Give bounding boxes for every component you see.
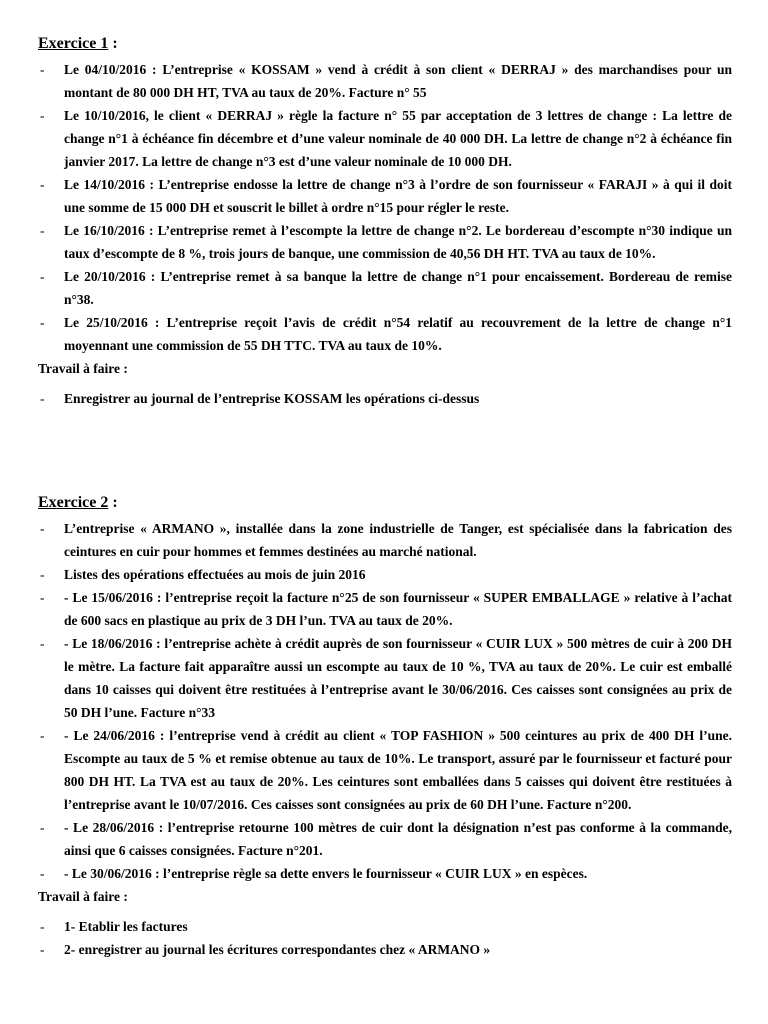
exercise-2-operations xyxy=(38,517,732,885)
list-item: - L’entreprise « ARMANO », installée dans la zone industrielle de Tanger, est spécialisée dans la fabrication des ceintures en cuir pour hommes et femmes destinées au marché national. xyxy=(38,517,732,563)
exercise-1-task-title: Travail à faire : xyxy=(38,361,128,376)
exercise-2-title: Exercice 2 : xyxy=(38,494,118,511)
bullet-dash: - xyxy=(40,223,45,238)
list-item: - Listes des opérations effectuées au mois de juin 2016 xyxy=(38,563,732,586)
task-item: - 1- Etablir les factures xyxy=(38,915,732,938)
list-item: - Le 25/10/2016 : L’entreprise reçoit l’avis de crédit n°54 relatif au recouvrement de la lettre de change n°1 moyennant une commission de 55 DH TTC. TVA au taux de 10%. xyxy=(38,311,732,357)
bullet-dash: - xyxy=(40,866,45,881)
task-item: - Enregistrer au journal de l’entreprise KOSSAM les opérations ci-dessus xyxy=(38,387,732,410)
bullet-dash: - xyxy=(40,269,45,284)
bullet-dash: - xyxy=(40,177,45,192)
bullet-dash: - xyxy=(40,942,45,957)
list-item: - Le 20/10/2016 : L’entreprise remet à sa banque la lettre de change n°1 pour encaissement. Bordereau de remise n°38. xyxy=(38,265,732,311)
exercise-2-task-title: Travail à faire : xyxy=(38,889,128,904)
bullet-dash: - xyxy=(40,315,45,330)
exercise-1-operations xyxy=(38,58,732,357)
bullet-dash: - xyxy=(40,108,45,123)
bullet-dash: - xyxy=(40,567,45,582)
bullet-dash: - xyxy=(40,728,45,743)
list-item: - Le 14/10/2016 : L’entreprise endosse la lettre de change n°3 à l’ordre de son fournisseur « FARAJI » à qui il doit une somme de 15 000 DH et souscrit le billet à ordre n°15 pour régler le reste. xyxy=(38,173,732,219)
bullet-dash: - xyxy=(40,590,45,605)
bullet-dash: - xyxy=(40,62,45,77)
bullet-dash: - xyxy=(40,636,45,651)
list-item: - Le 10/10/2016, le client « DERRAJ » règle la facture n° 55 par acceptation de 3 lettres de change : La lettre de change n°1 à échéance fin décembre et d’une valeur nominale de 40 000 DH. La lettre de change n°2 à échéance fin janvier 2017. La lettre de change n°3 est d’une valeur nominale de 10 000 DH. xyxy=(38,104,732,173)
list-item: - - Le 24/06/2016 : l’entreprise vend à crédit au client « TOP FASHION » 500 ceintures au prix de 400 DH l’une. Escompte au taux de 5 % et remise obtenue au taux de 10%. Le transport, assuré par le fournisseur et facturé pour 800 DH HT. La TVA est au taux de 20%. Les ceintures sont emballées dans 5 caisses qui doivent être restituées à l’entreprise avant le 10/07/2016. Ces caisses sont consignées au prix de 60 DH l’une. Facture n°200. xyxy=(38,724,732,816)
bullet-dash: - xyxy=(40,919,45,934)
exercise-2 xyxy=(38,493,732,961)
bullet-dash: - xyxy=(40,521,45,536)
bullet-dash: - xyxy=(40,820,45,835)
exercise-2-tasks xyxy=(38,915,732,961)
exercise-1-tasks xyxy=(38,387,732,410)
list-item: - - Le 15/06/2016 : l’entreprise reçoit la facture n°25 de son fournisseur « SUPER EMBALLAGE » relative à l’achat de 600 sacs en plastique au prix de 3 DH l’un. TVA au taux de 20%. xyxy=(38,586,732,632)
list-item: - - Le 28/06/2016 : l’entreprise retourne 100 mètres de cuir dont la désignation n’est pas conforme à la commande, ainsi que 6 caisses consignées. Facture n°201. xyxy=(38,816,732,862)
exercise-1-title: Exercice 1 : xyxy=(38,35,118,52)
task-item: - 2- enregistrer au journal les écritures correspondantes chez « ARMANO » xyxy=(38,938,732,961)
list-item: - - Le 30/06/2016 : l’entreprise règle sa dette envers le fournisseur « CUIR LUX » en espèces. xyxy=(38,862,732,885)
list-item: - - Le 18/06/2016 : l’entreprise achète à crédit auprès de son fournisseur « CUIR LUX » 500 mètres de cuir à 200 DH le mètre. La facture fait apparaître aussi un escompte au taux de 10 %, TVA au taux de 20%. Le cuir est emballé dans 10 caisses qui doivent être restituées à l’entreprise avant le 30/06/2016. Ces caisses sont consignées au prix de 50 DH l’une. Facture n°33 xyxy=(38,632,732,724)
exercise-1 xyxy=(38,34,732,410)
list-item: - Le 16/10/2016 : L’entreprise remet à l’escompte la lettre de change n°2. Le bordereau d’escompte n°30 indique un taux d’escompte de 8 %, trois jours de banque, une commission de 40,56 DH HT. TVA au taux de 10%. xyxy=(38,219,732,265)
list-item: - Le 04/10/2016 : L’entreprise « KOSSAM » vend à crédit à son client « DERRAJ » des marchandises pour un montant de 80 000 DH HT, TVA au taux de 20%. Facture n° 55 xyxy=(38,58,732,104)
bullet-dash: - xyxy=(40,391,45,406)
